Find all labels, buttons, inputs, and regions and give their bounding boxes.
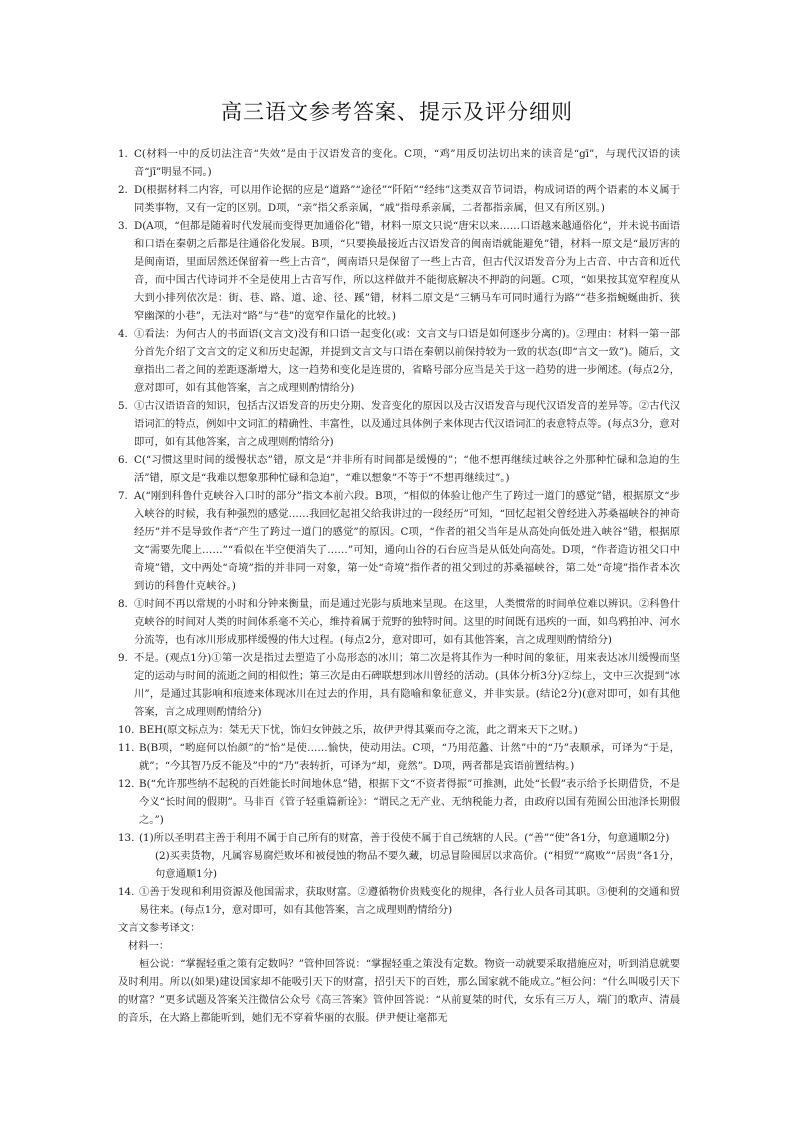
item-text: ①善于发现和利用资源及他国需求，获取财富。②遵循物价贵贱变化的规律，各行业人员各司其职。③便利的交通和贸易往来。(每点1分，意对即可，如有其他答案，言之成理则酌情给分) <box>139 886 680 916</box>
translation-material-label: 材料一： <box>128 940 170 952</box>
item-number: 12. <box>118 778 135 790</box>
answer-item-1 <box>118 145 680 181</box>
answer-item-6 <box>118 451 680 487</box>
answer-item-9 <box>118 649 680 721</box>
item-text: D(根据材料二内容，可以用作论据的应是“道路”“途径”“阡陌”“经纬”这类双音节词语，构成词语的两个语素的本义属于同类事物，又有一定的区别。D项，“亲”指父系亲属，“戚”指母系亲属，二者都指亲属，但又有所区别。) <box>134 184 680 214</box>
translation-heading: 文言文参考译文： <box>118 922 201 934</box>
answer-item-11 <box>118 739 680 775</box>
item-text: ①古汉语语音的知识，包括古汉语发音的历史分期、发音变化的原因以及古汉语发音与现代汉语发音的差异等。②古代汉语词汇的特点，例如中文词汇的精确性、丰富性，以及通过具体例子来体现古代汉语词汇的表意特点等。(每点3分，意对即可，如有其他答案，言之成理则酌情给分) <box>134 400 681 448</box>
item-number: 7. <box>118 490 128 502</box>
item-text: B(“允许那些纳不起税的百姓能长时间地休息”错，根据下文“不资者得振”可推测，此处“长假”表示给予长期借贷，不是今义“长时间的假期”。马非百《管子轻重篇新诠》：“谓民之无产业、无纳税能力者，由政府以国有苑囿公田池泽长期假之。”) <box>139 778 680 826</box>
answer-item-8 <box>118 595 680 649</box>
answer-body <box>118 145 680 1027</box>
answer-item-14 <box>118 883 680 919</box>
item-number: 14. <box>118 886 135 898</box>
item-number: 6. <box>118 454 128 466</box>
item-subanswer: (2)买卖货物，凡属容易腐烂败坏和被侵蚀的物品不要久藏，切忌冒险囤居以求高价。(“相贸”“腐败”“居贵”各1分，句意通顺1分) <box>155 850 680 880</box>
item-number: 9. <box>118 652 128 664</box>
page-title: 高三语文参考答案、提示及评分细则 <box>221 100 573 124</box>
item-number: 8. <box>118 598 128 610</box>
answer-item-13 <box>118 829 680 883</box>
item-text: C(材料一中的反切法注音“失效”是由于汉语发音的变化。C项，“鸡”用反切法切出来的读音是“gī”，与现代汉语的读音“jī”明显不同。) <box>134 148 680 178</box>
item-text: (1)所以圣明君主善于利用不属于自己所有的财富，善于役使不属于自己统辖的人民。(“善”“使”各1分，句意通顺2分) <box>139 832 670 844</box>
item-number: 10. <box>118 724 135 736</box>
item-number: 2. <box>118 184 128 196</box>
item-number: 5. <box>118 400 128 412</box>
item-text: ①看法：为何古人的书面语(文言文)没有和口语一起变化(或：文言文与口语是如何逐步分离的)。②理由：材料一第一部分首先介绍了文言文的定义和历史起源，并提到文言文与口语在秦朝以前保持较为一致的状态(即“言文一致”)。随后，文章指出二者之间的差距逐渐增大，这一趋势和变化是连贯的，省略号部分应当是关于这一趋势的进一步阐述。(每点2分，意对即可，如有其他答案，言之成理则酌情给分) <box>134 328 681 394</box>
item-text: ①时间不再以常规的小时和分钟来衡量，而是通过光影与质地来呈现。在这里，人类惯常的时间单位难以辨识。②科鲁什克峡谷的时间对人类的时间体系毫不关心，维持着属于荒野的独特时间。这里的时间既有迅疾的一面，如鸟鸦拍冲、河水分流等，也有冰川形成那样缓慢的伟大过程。(每点2分，意对即可，如有其他答案，言之成理则酌情给分) <box>134 598 680 646</box>
answer-item-10 <box>118 721 680 739</box>
item-text: C(“习惯这里时间的缓慢状态”错，原文是“并非所有时间都是缓慢的”；“他不想再继续过峡谷之外那种忙碌和急迫的生活”错，原文是“我难以想象那种忙碌和急迫”，“难以想象”不等于“不想再继续过”。) <box>134 454 680 484</box>
item-text: B(B项，“哟庭何以怡颜”的“怡”是使……愉快，使动用法。C项，“乃用范蠡、计然”中的“乃”表顺承，可译为“于是，就”；“今其智乃反不能及”中的“乃”表转折，可译为“却，竟然”。D项，两者都是宾语前置结构。) <box>139 742 680 772</box>
item-number: 13. <box>118 832 135 844</box>
item-number: 1. <box>118 148 128 160</box>
item-text: D(A项，“但都是随着时代发展而变得更加通俗化”错，材料一原文只说“唐宋以来……口语越来越通俗化”，并未说书面语和口语在秦朝之后都是往通俗化发展。B项，“只要换最接近古汉语发音的闽南语就能避免”错，材料一原文是“最厉害的是闽南语，里面居然还保留着一些上古音”，闽南语只是保留了一些上古音，但古代汉语发音分为上古音、中古音和近代音，而中国古代诗词并不全是使用上古音写作，所以这样做并不能彻底解决不押韵的问题。C项，“如果按其宽窄程度从大到小排列依次是：街、巷、路、道、途、径、蹊”错，材料二原文是“三辆马车可同时通行为路”“巷多指蜿蜒曲折、狭窄幽深的小巷”，无法对“路”与“巷”的宽窄作量化的比较。) <box>134 220 680 322</box>
item-number: 4. <box>118 328 128 340</box>
answer-item-5 <box>118 397 680 451</box>
item-text: BEH(原文标点为：桀无天下忧，饰妇女钟鼓之乐，故伊尹得其粟而夺之流，此之谓来天下之财。) <box>139 724 578 736</box>
answer-item-7 <box>118 487 680 595</box>
translation-paragraph: 桓公说：“掌握轻重之策有定数吗？”管仲回答说：“掌握轻重之策没有定数。物资一动就要采取措施应对，听到消息就要及时利用。所以(如果)建设国家却不能吸引天下的财富，招引天下的百姓，那么国家就不能成立。”桓公问：“什么叫吸引天下的财富？”更多试题及答案关注微信公众号《高三答案》管仲回答说：“从前夏桀的时代，女乐有三万人，端门的歌声、清晨的音乐，在大路上都能听到，她们无不穿着华丽的衣服。伊尹便让毫都无 <box>118 958 680 1024</box>
item-text: 不是。(观点1分)①第一次是指过去塑造了小岛形态的冰川；第二次是将其作为一种时间的象征，用来表达冰川缓慢而坚定的运动与时间的流逝之间的相似性；第三次是由石碑联想到冰川曾经的活动。(具体分析3分)②综上，文中三次提到“冰川”，是通过其影响和痕迹来体现冰川在过去的作用，具有隐喻和象征意义，并非实景。(结论2分)(意对即可，如有其他答案，言之成理则酌情给分) <box>134 652 680 718</box>
answer-item-4 <box>118 325 680 397</box>
item-number: 3. <box>118 220 128 232</box>
answer-item-12 <box>118 775 680 829</box>
answer-item-2 <box>118 181 680 217</box>
item-number: 11. <box>118 742 135 754</box>
answer-item-3 <box>118 217 680 325</box>
item-text: A(“刚到科鲁什克峡谷入口时的部分”指文本前六段。B项，“相似的体验让他产生了跨过一道门的感觉”错，根据原文“步入峡谷的时候，我有种强烈的感觉……我回忆起祖父给我讲过的一段经历”可知，“回忆起祖父曾经进入苏桑福峡谷的神奇经历”并不是导致作者“产生了跨过一道门的感觉”的原因。C项，“作者的祖父当年是从高处向低处进入峡谷”错，根据原文“需要先爬上……”“看似在半空便消失了……”可知，通向山谷的石台应当是从低处向高处。D项，“作者造访祖父口中奇境”错，文中两处“奇境”指的并非同一对象，第一处“奇境”指作者的祖父到过的苏桑福峡谷，第二处“奇境”指作者本次到访的科鲁什克峡谷。) <box>134 490 680 592</box>
